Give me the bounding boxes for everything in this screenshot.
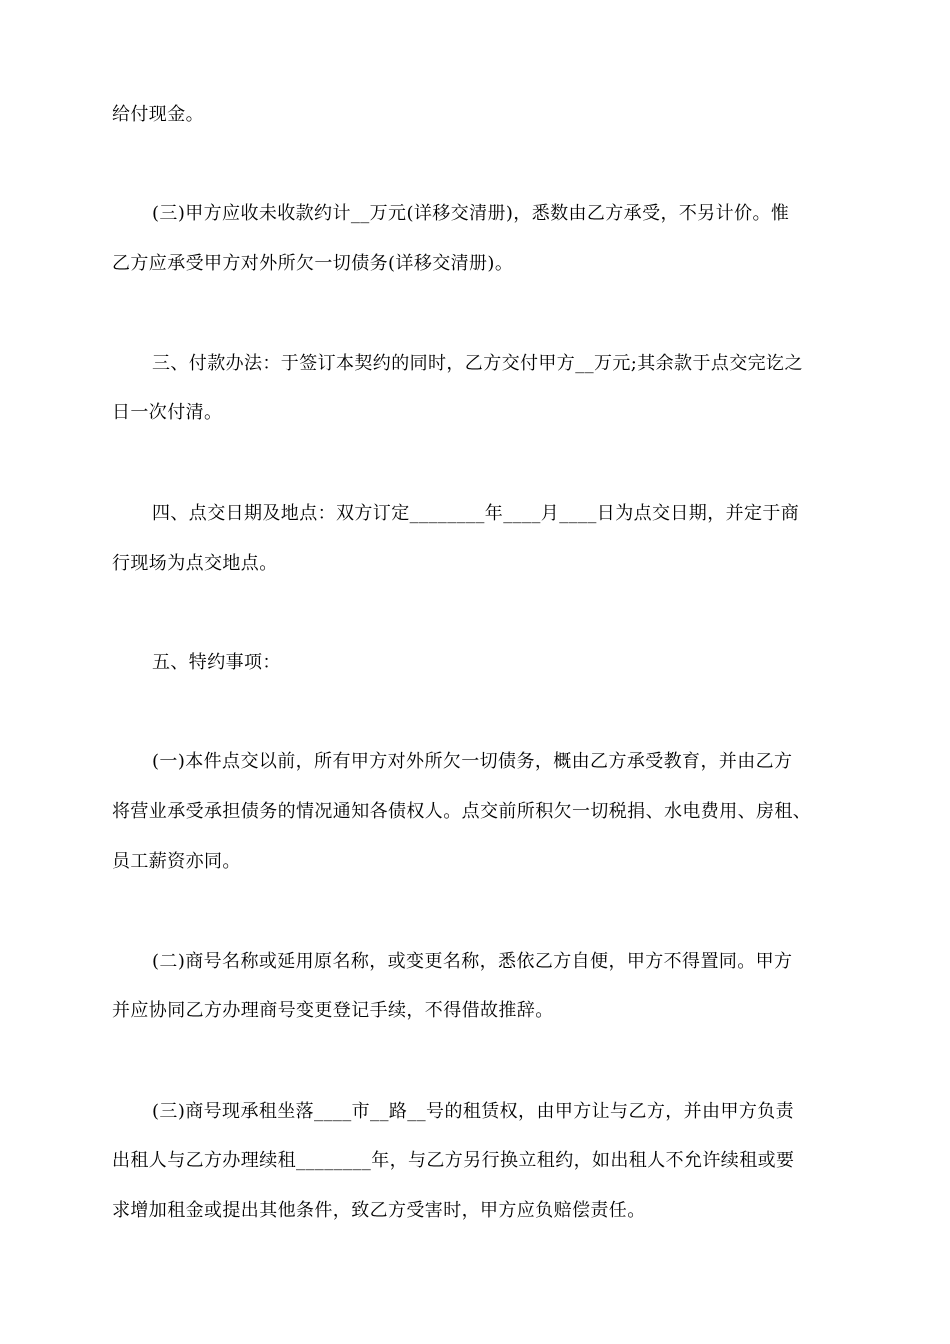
text-line: (三)商号现承租坐落____市__路__号的租赁权，由甲方让与乙方，并由甲方负责 [152, 1101, 795, 1122]
section-heading: 五、特约事项： [152, 652, 281, 673]
text-line: 出租人与乙方办理续租________年，与乙方另行换立租约，如出租人不允许续租或要 [112, 1150, 795, 1171]
text-line: (三)甲方应收未收款约计__万元(详移交清册)，悉数由乙方承受，不另计价。惟 [152, 203, 790, 224]
text-line: 四、点交日期及地点：双方订定________年____月____日为点交日期，并定于商 [152, 503, 800, 524]
text-line: (二)商号名称或延用原名称，或变更名称，悉依乙方自便，甲方不得置同。甲方 [152, 951, 793, 972]
text-line: 给付现金。 [112, 104, 204, 125]
text-line: 行现场为点交地点。 [112, 553, 278, 574]
text-line: 求增加租金或提出其他条件，致乙方受害时，甲方应负赔偿责任。 [112, 1200, 646, 1221]
text-line: 将营业承受承担债务的情况通知各债权人。点交前所积欠一切税捐、水电费用、房租、 [112, 801, 812, 822]
text-line: 乙方应承受甲方对外所欠一切债务(详移交清册)。 [112, 253, 514, 274]
text-line: 并应协同乙方办理商号变更登记手续，不得借故推辞。 [112, 1000, 554, 1021]
text-line: 日一次付清。 [112, 402, 223, 423]
text-line: 员工薪资亦同。 [112, 851, 241, 872]
text-line: (一)本件点交以前，所有甲方对外所欠一切债务，概由乙方承受教育，并由乙方 [152, 751, 793, 772]
text-line: 三、付款办法：于签订本契约的同时，乙方交付甲方__万元;其余款于点交完讫之 [152, 353, 803, 374]
